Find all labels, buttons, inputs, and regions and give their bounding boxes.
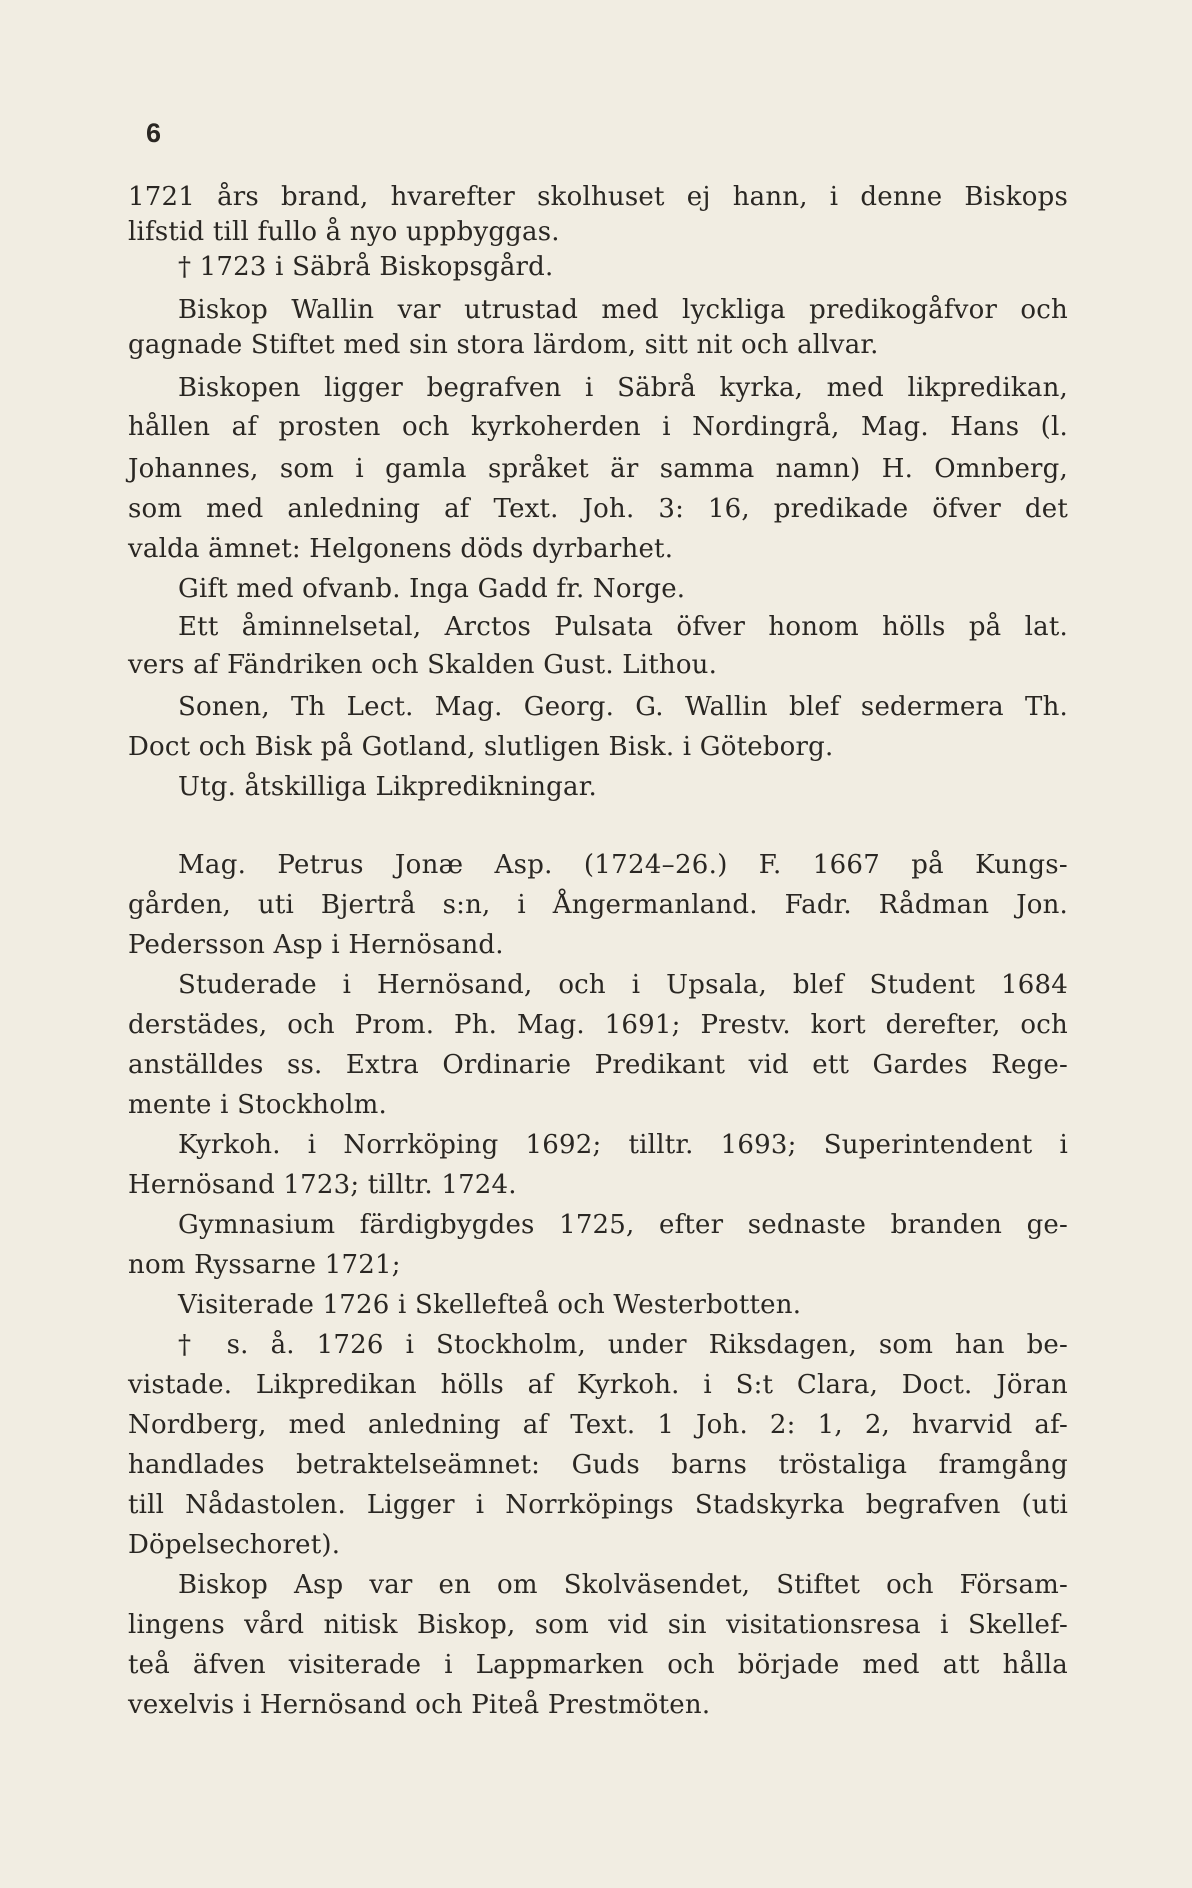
text-line: Döpelsechoret). [128,1530,341,1560]
text-line: vers af Fändriken och Skalden Gust. Lithou. [128,650,718,680]
text-line: valda ämnet: Helgonens döds dyrbarhet. [128,534,674,564]
text-line: Visiterade 1726 i Skellefteå och Westerbotten. [178,1290,802,1320]
text-line: anställdes ss. Extra Ordinarie Predikant vid ett Gardes Rege- [128,1050,1068,1080]
text-line: teå äfven visiterade i Lappmarken och började med att hålla [128,1650,1068,1680]
text-line: vexelvis i Hernösand och Piteå Prestmöten. [128,1690,711,1720]
text-line: † 1723 i Säbrå Biskopsgård. [178,252,554,282]
text-line: 1721 års brand, hvarefter skolhuset ej hann, i denne Biskops [128,182,1068,212]
text-line: vistade. Likpredikan hölls af Kyrkoh. i S:t Clara, Doct. Jöran [128,1370,1068,1400]
text-line: gagnade Stiftet med sin stora lärdom, sitt nit och allvar. [128,330,879,360]
text-line: † s. å. 1726 i Stockholm, under Riksdagen, som han be- [178,1330,1068,1360]
text-line: gården, uti Bjertrå s:n, i Ångermanland. Fadr. Rådman Jon. [128,890,1068,920]
page-number: 6 [146,118,162,148]
text-line: Gift med ofvanb. Inga Gadd fr. Norge. [178,574,686,604]
text-line: mente i Stockholm. [128,1090,387,1120]
entry-heading: Mag. Petrus Jonæ Asp. (1724–26.) F. 1667 på Kungs- [178,850,1068,880]
text-line: derstädes, och Prom. Ph. Mag. 1691; Prestv. kort derefter, och [128,1010,1068,1040]
text-line: Biskop Asp var en om Skolväsendet, Stiftet och Försam- [178,1570,1068,1600]
text-line: lingens vård nitisk Biskop, som vid sin visitationsresa i Skellef- [128,1610,1068,1640]
text-line: Nordberg, med anledning af Text. 1 Joh. 2: 1, 2, hvarvid af- [128,1410,1068,1440]
text-line: Biskopen ligger begrafven i Säbrå kyrka, med likpredikan, [178,373,1068,403]
text-line: lifstid till fullo å nyo uppbyggas. [128,217,560,247]
text-line: Johannes, som i gamla språket är samma namn) H. Omnberg, [128,454,1068,484]
text-line: Pedersson Asp i Hernösand. [128,930,504,960]
text-line: Biskop Wallin var utrustad med lyckliga predikogåfvor och [178,295,1068,325]
text-line: Sonen, Th Lect. Mag. Georg. G. Wallin blef sedermera Th. [178,692,1068,722]
text-line: Ett åminnelsetal, Arctos Pulsata öfver honom hölls på lat. [178,612,1068,642]
text-line: till Nådastolen. Ligger i Norrköpings Stadskyrka begrafven (uti [128,1490,1068,1520]
text-line: handlades betraktelseämnet: Guds barns tröstaliga framgång [128,1450,1068,1480]
text-line: nom Ryssarne 1721; [128,1250,401,1280]
text-line: Gymnasium färdigbygdes 1725, efter sednaste branden ge- [178,1210,1068,1240]
text-line: Doct och Bisk på Gotland, slutligen Bisk. i Göteborg. [128,732,834,762]
text-line: Hernösand 1723; tilltr. 1724. [128,1170,517,1200]
text-line: Studerade i Hernösand, och i Upsala, blef Student 1684 [178,970,1068,1000]
text-line: Utg. åtskilliga Likpredikningar. [178,772,597,802]
text-line: som med anledning af Text. Joh. 3: 16, predikade öfver det [128,494,1068,524]
text-line: Kyrkoh. i Norrköping 1692; tilltr. 1693; Superintendent i [178,1130,1068,1160]
text-line: hållen af prosten och kyrkoherden i Nordingrå, Mag. Hans (l. [128,412,1068,442]
